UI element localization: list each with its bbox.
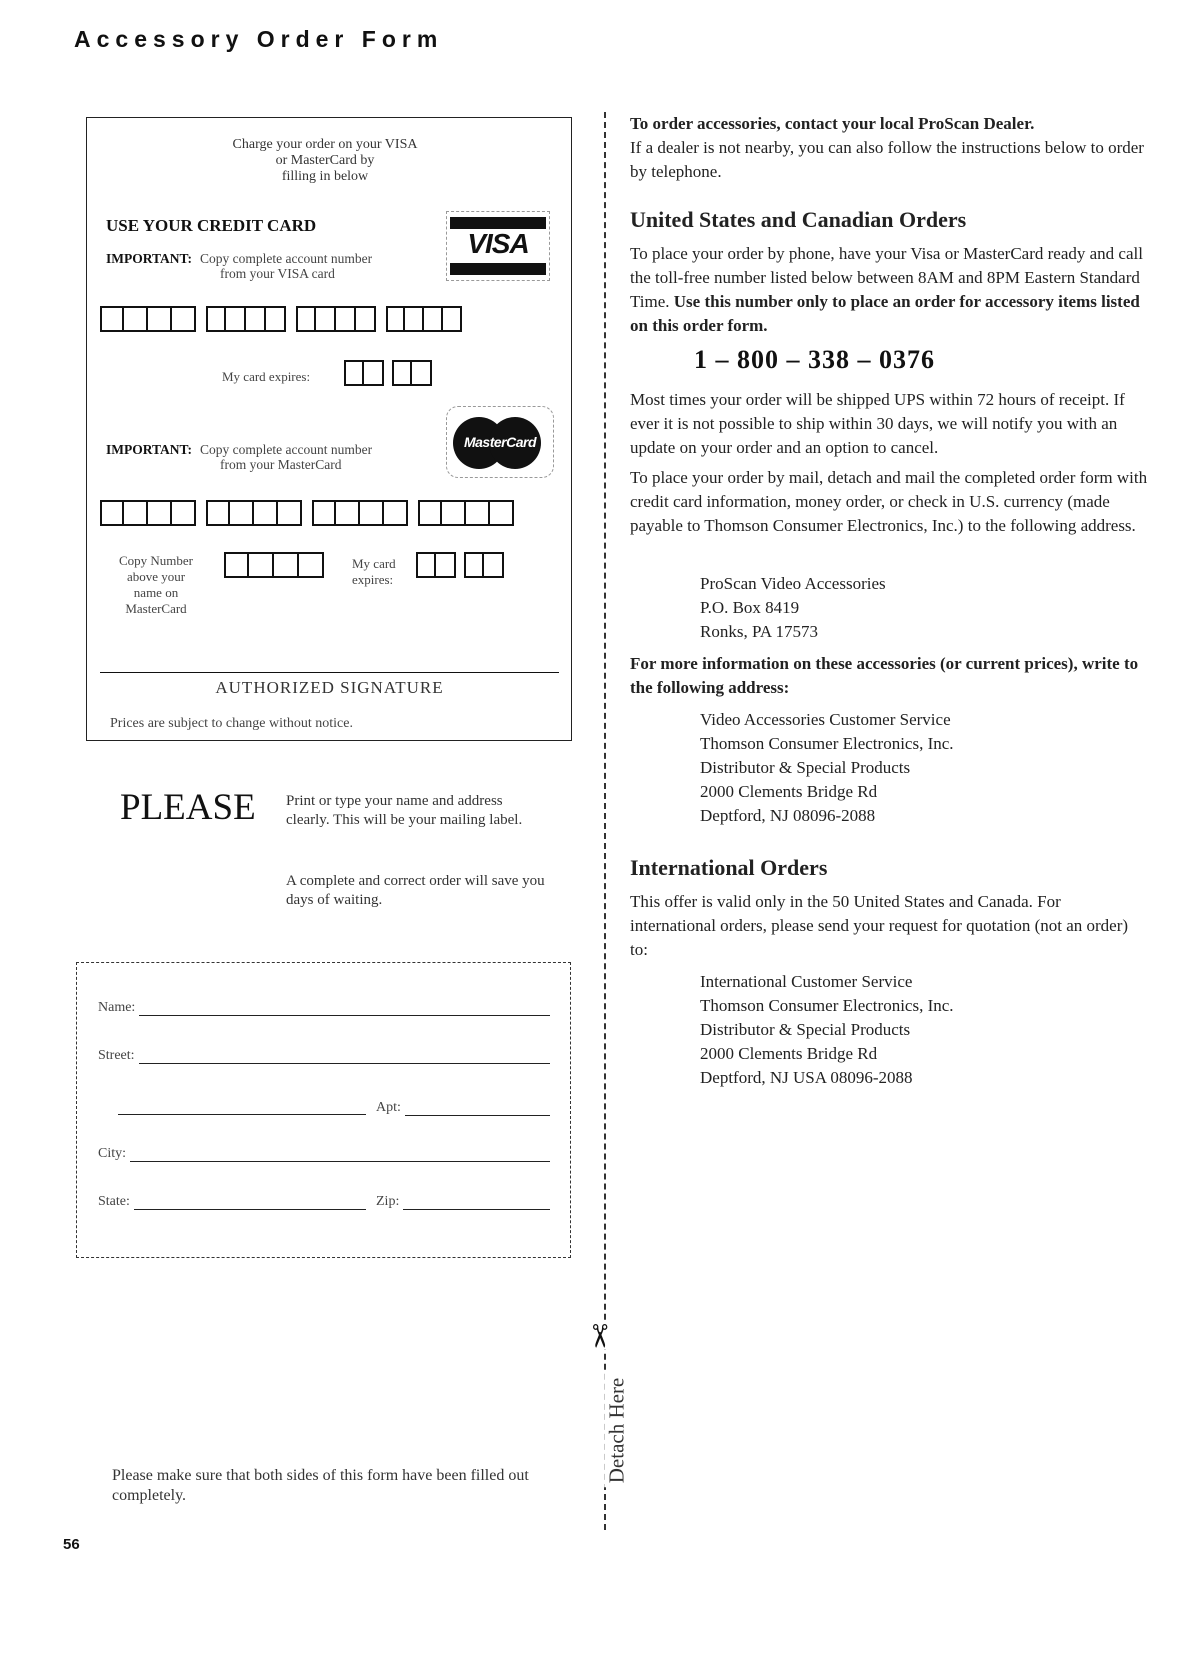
city-field[interactable]: City:	[98, 1146, 550, 1162]
signature-label: AUTHORIZED SIGNATURE	[215, 678, 444, 697]
zip-field[interactable]: Zip:	[376, 1194, 550, 1210]
please-instructions: Print or type your name and address clearly. This will be your mailing label.	[286, 793, 523, 828]
mastercard-account-number-field[interactable]	[100, 500, 524, 526]
international-text: This offer is valid only in the 50 United States and Canada. For international orders, please send your request for quotation (not an order) to:	[630, 892, 1129, 959]
page-title: Accessory Order Form	[74, 26, 444, 52]
international-heading: International Orders	[630, 855, 828, 880]
info-text: For more information on these accessories (or current prices), write to the following address:	[630, 654, 1139, 697]
phone-number[interactable]: 1 – 800 – 338 – 0376	[694, 345, 935, 374]
shipping-text: Most times your order will be shipped UPS within 72 hours of receipt. If ever it is not possible to ship within 30 days, we will notify you with an update on your order and an option to cancel.	[630, 390, 1125, 457]
mail-order-text: To place your order by mail, detach and mail the completed order form with credit card information, money order, or check in U.S. currency (made payable to Thomson Consumer Electronics, Inc.) to the following address.	[630, 468, 1148, 535]
us-orders-heading: United States and Canadian Orders	[630, 207, 967, 232]
mastercard-copy-number-field[interactable]	[224, 552, 324, 578]
mastercard-expires-label: My card expires:	[352, 556, 396, 587]
mastercard-expiry-field[interactable]	[416, 552, 504, 578]
intro-section: To order accessories, contact your local ProScan Dealer. If a dealer is not nearby, you can also follow the instructions below to order by telephone.	[630, 114, 1144, 181]
mastercard-instructions: IMPORTANT: Copy complete account number from your MasterCard	[106, 442, 373, 472]
price-note: Prices are subject to change without notice.	[110, 716, 353, 731]
apt-field[interactable]: Apt:	[376, 1100, 550, 1116]
page-number: 56	[63, 1536, 80, 1553]
credit-card-intro: Charge your order on your VISA or MasterCard by filling in below	[232, 137, 418, 184]
copy-number-label: Copy Number above your name on MasterCard	[118, 553, 194, 616]
state-field[interactable]: State:	[98, 1194, 366, 1210]
mastercard-logo: MasterCard	[446, 406, 554, 478]
credit-card-heading: USE YOUR CREDIT CARD	[106, 216, 317, 235]
please-heading: PLEASE	[120, 787, 256, 828]
us-orders-text: To place your order by phone, have your Visa or MasterCard ready and call the toll-free number listed below between 8AM and 8PM Eastern Standard Time. Use this number only to place an order for accessory items listed on this order form.	[630, 244, 1143, 335]
visa-account-number-field[interactable]	[100, 306, 472, 332]
info-address: Video Accessories Customer Service Thomson Consumer Electronics, Inc. Distributor & Special Products 2000 Clements Bridge Rd Deptford, NJ 08096-2088	[700, 710, 954, 825]
international-address: International Customer Service Thomson Consumer Electronics, Inc. Distributor & Special Products 2000 Clements Bridge Rd Deptford, NJ USA 08096-2088	[700, 972, 954, 1087]
name-field[interactable]: Name:	[98, 1000, 550, 1016]
detach-label: Detach Here	[604, 1374, 629, 1488]
visa-logo: VISA	[446, 211, 550, 281]
please-note: A complete and correct order will save you days of waiting.	[286, 873, 545, 908]
scissors-icon: ✂	[581, 1322, 618, 1350]
mail-address: ProScan Video Accessories P.O. Box 8419 Ronks, PA 17573	[700, 574, 886, 641]
street-field[interactable]: Street:	[98, 1048, 550, 1064]
visa-expiry-field[interactable]	[344, 360, 432, 386]
street-line-2-field[interactable]	[118, 1100, 366, 1115]
visa-instructions: IMPORTANT: Copy complete account number from your VISA card	[106, 251, 373, 281]
visa-expires-label: My card expires:	[222, 369, 311, 384]
detach-line[interactable]	[604, 112, 606, 1530]
bottom-note: Please make sure that both sides of this form have been filled out completely.	[112, 1467, 529, 1504]
signature-line[interactable]	[100, 672, 559, 673]
